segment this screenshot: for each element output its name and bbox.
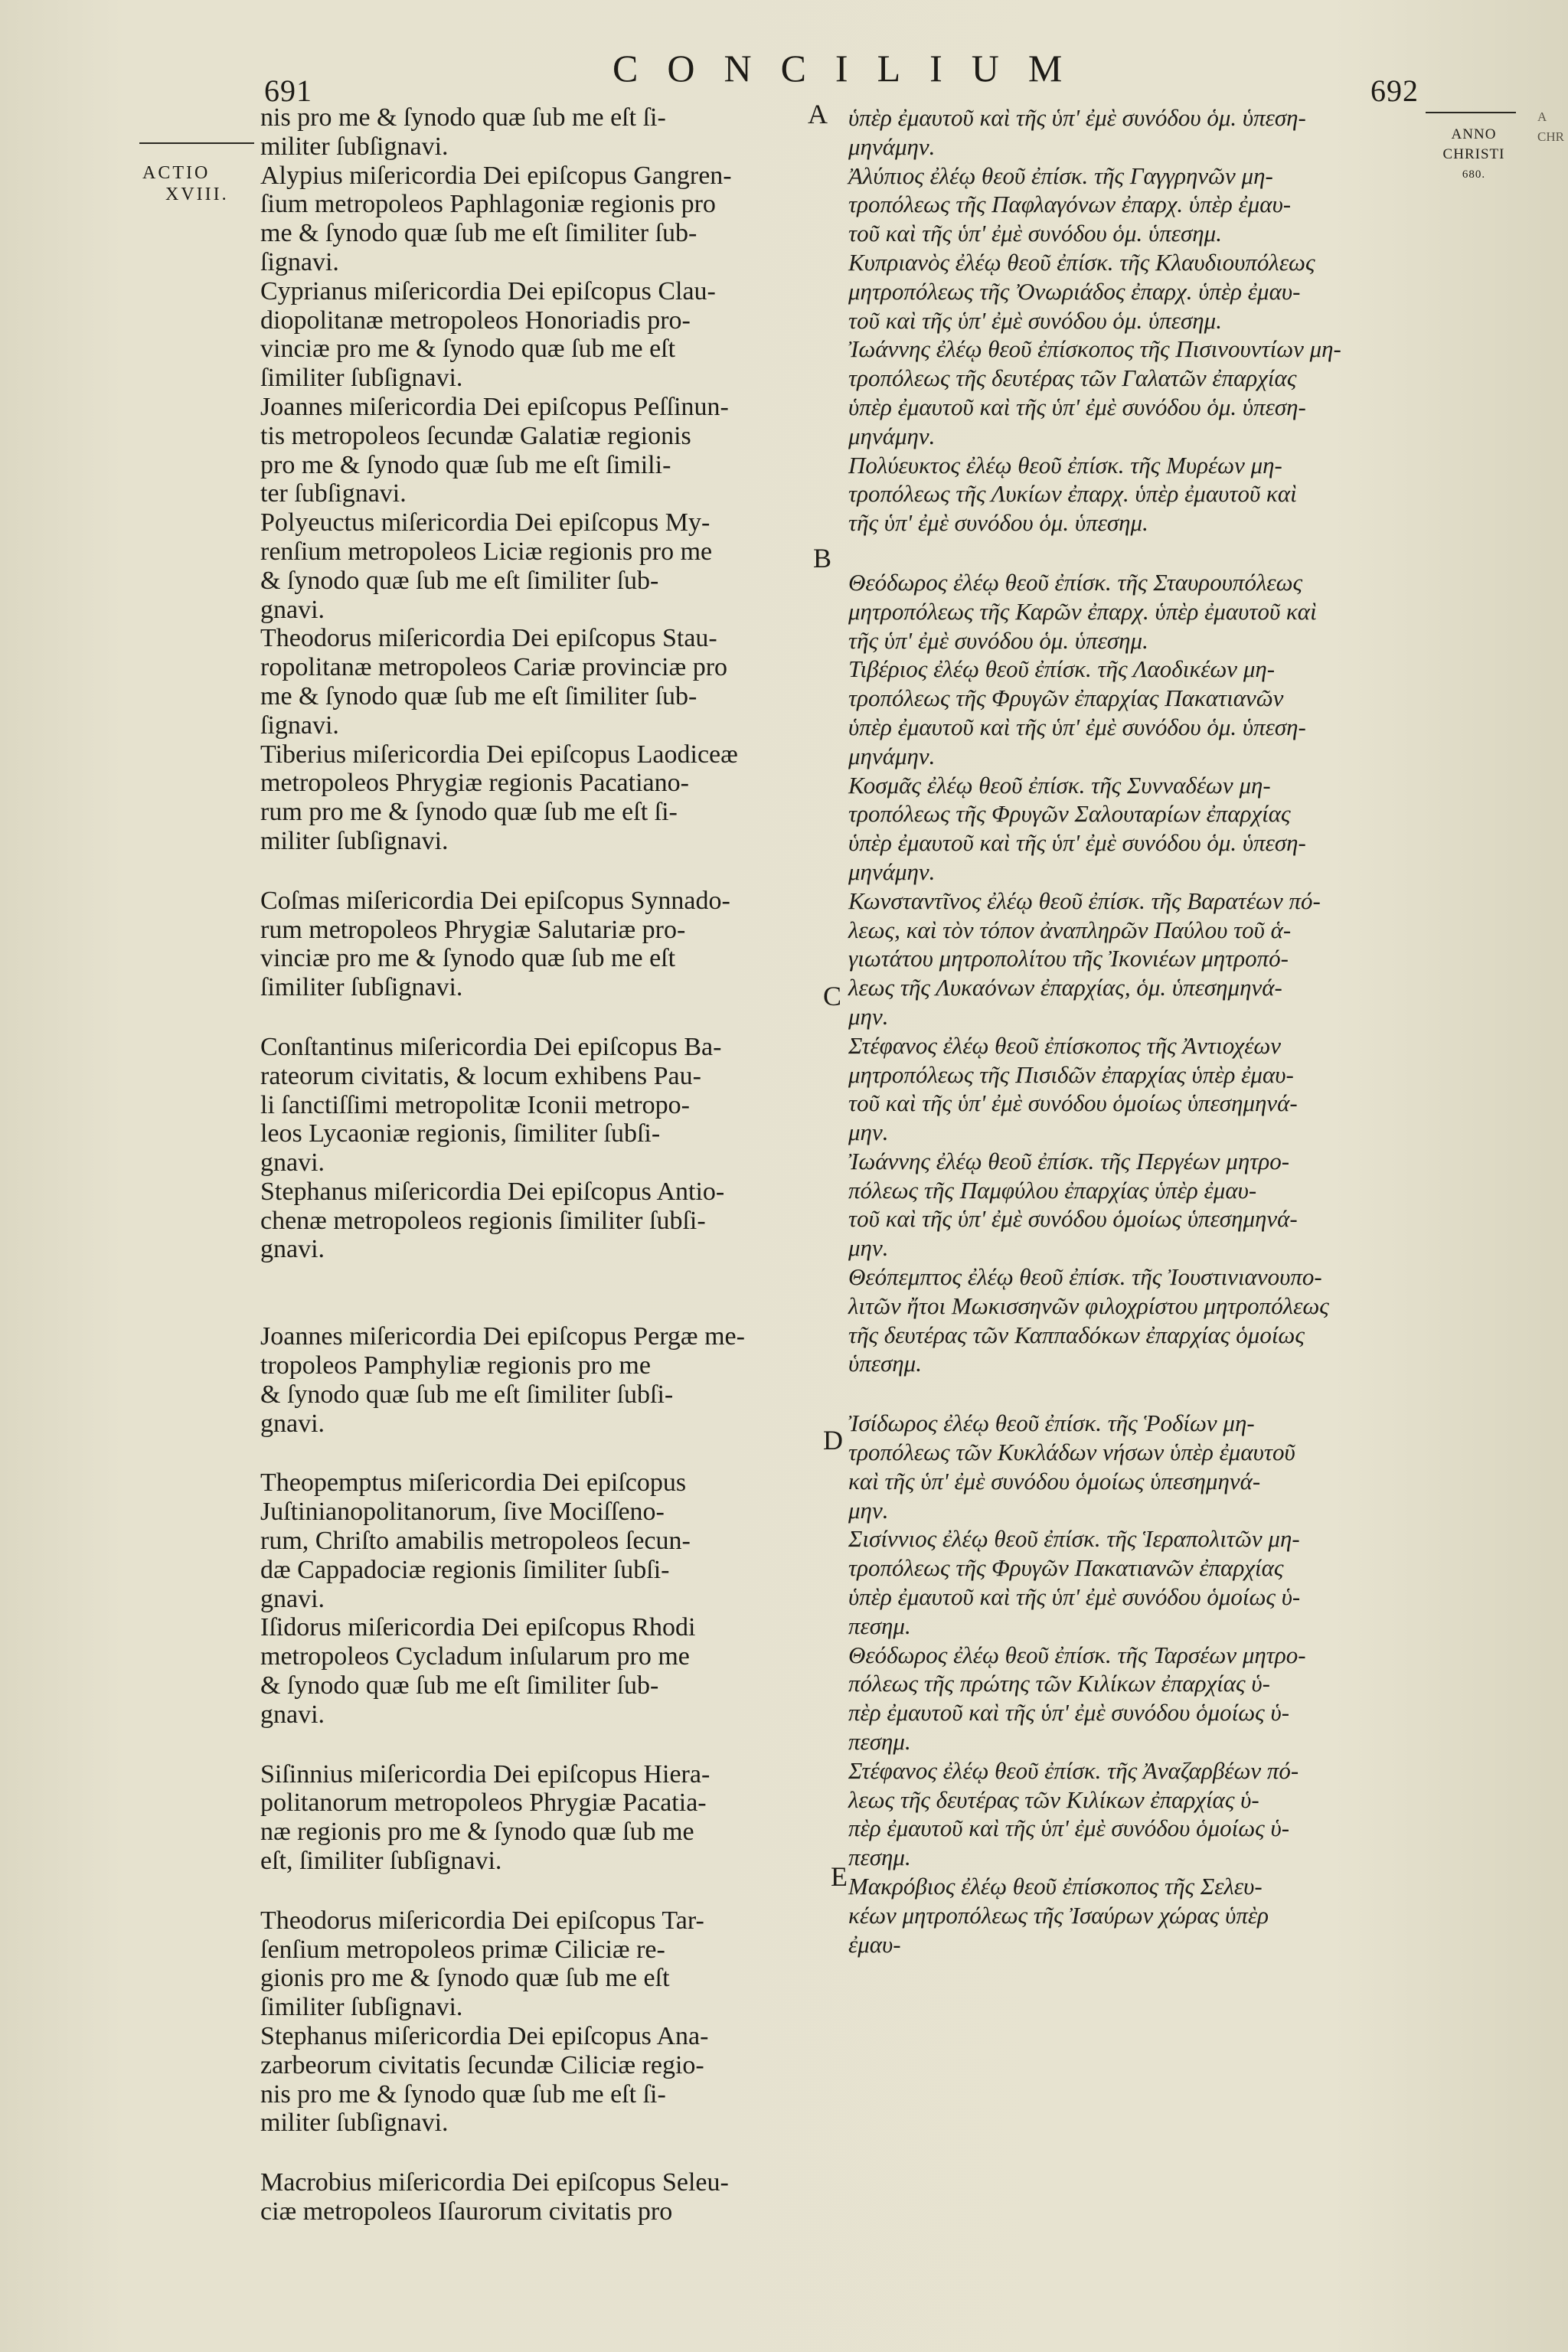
greek-line: Ἰωάννης ἐλέῳ θεοῦ ἐπίσκ. τῆς Περγέων μητρο- — [848, 1147, 1290, 1174]
greek-line: τοῦ καὶ τῆς ὑπ' ἐμὲ συνόδου ὁμοίως ὑπεσημηνά- — [848, 1089, 1298, 1117]
latin-line: Macrobius miſericordia Dei epiſcopus Seleu- — [260, 2168, 729, 2197]
greek-entry — [848, 1263, 1442, 1378]
latin-line: Cyprianus miſericordia Dei epiſcopus Clau- — [260, 276, 716, 305]
greek-line: λεως, καὶ τὸν τόπον ἀναπληρῶν Παύλου τοῦ ἁ- — [848, 916, 1292, 943]
greek-entry — [848, 568, 1442, 655]
latin-entry — [260, 393, 831, 508]
greek-line: τροπόλεως τῆς Λυκίων ἐπαρχ. ὑπὲρ ἐμαυτοῦ καὶ — [848, 480, 1297, 508]
page-number-right: 692 — [1370, 74, 1419, 108]
latin-entry — [260, 624, 831, 740]
greek-line: ὑπὲρ ἐμαυτοῦ καὶ τῆς ὑπ' ἐμὲ συνόδου ὁμοίως ὑ- — [848, 1583, 1301, 1611]
greek-line: μητροπόλεως τῆς Ὀνωριάδος ἐπαρχ. ὑπὲρ ἐμαυ- — [848, 277, 1301, 305]
latin-line: gnavi. — [260, 1235, 325, 1264]
greek-entry — [848, 1147, 1442, 1263]
greek-line: πὲρ ἐμαυτοῦ καὶ τῆς ὑπ' ἐμὲ συνόδου ὁμοίως ὑ- — [848, 1815, 1290, 1842]
actio-marginal-note — [142, 162, 229, 205]
anno-marginal-note — [1432, 125, 1516, 185]
greek-line: τροπόλεως τῆς δευτέρας τῶν Γαλατῶν ἐπαρχίας — [848, 364, 1297, 392]
latin-line: vinciæ pro me & ſynodo quæ ſub me eſt — [260, 335, 676, 364]
latin-line: rum metropoleos Phrygiæ Salutariæ pro- — [260, 915, 686, 944]
greek-line: πεσημ. — [848, 1728, 911, 1756]
greek-line: μην. — [848, 1234, 889, 1262]
greek-line: μηνάμην. — [848, 858, 936, 885]
running-title: CONCILIUM — [612, 47, 1092, 90]
latin-line: ciæ metropoleos Iſaurorum civitatis pro — [260, 2197, 673, 2226]
greek-line: Θεόδωρος ἐλέῳ θεοῦ ἐπίσκ. τῆς Σταυρουπόλεως — [848, 568, 1303, 596]
greek-line: μητροπόλεως τῆς Πισιδῶν ἐπαρχίας ὑπὲρ ἐμαυ- — [848, 1060, 1294, 1088]
greek-line: πεσημ. — [848, 1844, 911, 1871]
greek-line: πόλεως τῆς Παμφύλου ἐπαρχίας ὑπὲρ ἐμαυ- — [848, 1176, 1257, 1204]
greek-entry — [848, 335, 1442, 450]
latin-line: ſium metropoleos Paphlagoniæ regionis pro — [260, 190, 716, 219]
latin-column — [260, 103, 831, 2226]
greek-entry — [848, 655, 1442, 770]
latin-line: gionis pro me & ſynodo quæ ſub me eſt — [260, 1964, 670, 1993]
greek-entry — [848, 887, 1442, 1031]
latin-line: gnavi. — [260, 1409, 325, 1438]
latin-entry — [260, 508, 831, 624]
greek-line: Θεόδωρος ἐλέῳ θεοῦ ἐπίσκ. τῆς Ταρσέων μητρο- — [848, 1641, 1306, 1668]
latin-line: metropoleos Phrygiæ regionis Pacatiano- — [260, 769, 689, 798]
latin-line: me & ſynodo quæ ſub me eſt ſimiliter ſub- — [260, 681, 697, 710]
latin-line: gnavi. — [260, 595, 325, 624]
greek-line: Σισίννιος ἐλέῳ θεοῦ ἐπίσκ. τῆς Ἱεραπολιτῶν μη- — [848, 1525, 1300, 1553]
greek-entry — [848, 103, 1442, 162]
latin-line: diopolitanæ metropoleos Honoriadis pro- — [260, 305, 691, 335]
latin-line: zarbeorum civitatis ſecundæ Ciliciæ regio- — [260, 2050, 704, 2079]
latin-line: Polyeuctus miſericordia Dei epiſcopus My- — [260, 508, 710, 537]
greek-line: πεσημ. — [848, 1612, 911, 1639]
section-mark-e: E — [831, 1861, 848, 1892]
section-mark-b: B — [813, 543, 832, 573]
greek-line: μηνάμην. — [848, 132, 936, 160]
greek-line: μητροπόλεως τῆς Καρῶν ἐπαρχ. ὑπὲρ ἐμαυτοῦ καὶ — [848, 597, 1317, 625]
latin-line: ſimiliter ſubſignavi. — [260, 364, 463, 393]
latin-line: militer ſubſignavi. — [260, 2109, 449, 2138]
greek-line: καὶ τῆς ὑπ' ἐμὲ συνόδου ὁμοίως ὑπεσημηνά- — [848, 1467, 1261, 1494]
latin-entry — [260, 1322, 831, 1438]
greek-line: Πολύευκτος ἐλέῳ θεοῦ ἐπίσκ. τῆς Μυρέων μη- — [848, 451, 1282, 479]
greek-line: τῆς ὑπ' ἐμὲ συνόδου ὁμ. ὑπεσημ. — [848, 509, 1148, 537]
latin-line: politanorum metropoleos Phrygiæ Pacatia- — [260, 1788, 707, 1818]
latin-line: Iſidorus miſericordia Dei epiſcopus Rhodi — [260, 1613, 696, 1642]
latin-line: vinciæ pro me & ſynodo quæ ſub me eſt — [260, 944, 676, 973]
greek-line: ὑπὲρ ἐμαυτοῦ καὶ τῆς ὑπ' ἐμὲ συνόδου ὁμ. ὑπεση- — [848, 104, 1306, 131]
latin-line: ſenſium metropoleos primæ Ciliciæ re- — [260, 1935, 665, 1964]
section-mark-c: C — [823, 981, 842, 1011]
greek-line: Τιβέριος ἐλέῳ θεοῦ ἐπίσκ. τῆς Λαοδικέων μη- — [848, 655, 1276, 683]
latin-line: eſt, ſimiliter ſubſignavi. — [260, 1847, 502, 1876]
adjacent-page-text-2: CHR — [1537, 129, 1564, 144]
latin-line: Theodorus miſericordia Dei epiſcopus Stau- — [260, 624, 717, 653]
latin-line: ter ſubſignavi. — [260, 479, 407, 508]
adjacent-page-edge — [1537, 107, 1564, 147]
greek-entry — [848, 1524, 1442, 1640]
latin-line: dæ Cappadociæ regionis ſimiliter ſubſi- — [260, 1555, 670, 1584]
greek-line: τροπόλεως τῆς Φρυγῶν Πακατιανῶν ἐπαρχίας — [848, 1554, 1284, 1582]
latin-entry — [260, 740, 831, 856]
greek-line: μηνάμην. — [848, 422, 936, 449]
greek-line: πὲρ ἐμαυτοῦ καὶ τῆς ὑπ' ἐμὲ συνόδου ὁμοίως ὑ- — [848, 1699, 1290, 1726]
greek-line: Θεόπεμπτος ἐλέῳ θεοῦ ἐπίσκ. τῆς Ἰουστινιανουπο- — [848, 1263, 1322, 1291]
greek-line: μηνάμην. — [848, 742, 936, 769]
latin-line: & ſynodo quæ ſub me eſt ſimiliter ſub- — [260, 566, 659, 595]
latin-line: ropolitanæ metropoleos Cariæ provinciæ pro — [260, 653, 728, 682]
latin-line: li ſanctiſſimi metropolitæ Iconii metropo- — [260, 1090, 690, 1119]
latin-line: tis metropoleos ſecundæ Galatiæ regionis — [260, 421, 691, 450]
latin-line: ſimiliter ſubſignavi. — [260, 973, 463, 1002]
greek-entry — [848, 771, 1442, 887]
latin-line: Juſtinianopolitanorum, ſive Mociſſeno- — [260, 1498, 665, 1527]
greek-line: μην. — [848, 1119, 889, 1146]
latin-entry — [260, 2022, 831, 2138]
latin-line: tropoleos Pamphyliæ regionis pro me — [260, 1351, 651, 1380]
latin-entry — [260, 887, 831, 1002]
greek-line: λιτῶν ἤτοι Μωκισσηνῶν φιλοχρίστου μητροπόλεως — [848, 1292, 1329, 1319]
greek-line: ὑπὲρ ἐμαυτοῦ καὶ τῆς ὑπ' ἐμὲ συνόδου ὁμ. ὑπεση- — [848, 393, 1306, 420]
greek-line: Στέφανος ἐλέῳ θεοῦ ἐπίσκ. τῆς Ἀναζαρβέων πό- — [848, 1756, 1299, 1784]
greek-line: τοῦ καὶ τῆς ὑπ' ἐμὲ συνόδου ὁμ. ὑπεσημ. — [848, 220, 1222, 247]
latin-line: gnavi. — [260, 1148, 325, 1178]
latin-entry — [260, 2168, 831, 2226]
greek-line: μην. — [848, 1496, 889, 1524]
greek-line: Ἀλύπιος ἐλέῳ θεοῦ ἐπίσκ. τῆς Γαγγρηνῶν μη- — [848, 162, 1273, 189]
latin-entry — [260, 162, 831, 277]
latin-line: gnavi. — [260, 1700, 325, 1729]
greek-line: μην. — [848, 1002, 889, 1030]
greek-line: κέων μητροπόλεως τῆς Ἰσαύρων χώρας ὑπὲρ — [848, 1901, 1269, 1929]
greek-line: τροπόλεως τῆς Φρυγῶν ἐπαρχίας Πακατιανῶν — [848, 684, 1284, 712]
greek-line: Κωνσταντῖνος ἐλέῳ θεοῦ ἐπίσκ. τῆς Βαρατέων πό- — [848, 887, 1321, 914]
latin-line: rateorum civitatis, & locum exhibens Pau- — [260, 1061, 701, 1090]
latin-line: nis pro me & ſynodo quæ ſub me eſt ſi- — [260, 2079, 666, 2109]
greek-line: Στέφανος ἐλέῳ θεοῦ ἐπίσκοπος τῆς Ἀντιοχέων — [848, 1031, 1282, 1059]
greek-line: γιωτάτου μητροπολίτου τῆς Ἰκονιέων μητροπό- — [848, 945, 1289, 972]
greek-line: Κυπριανὸς ἐλέῳ θεοῦ ἐπίσκ. τῆς Κλαυδιουπόλεως — [848, 248, 1315, 276]
greek-line: ὑπεσημ. — [848, 1350, 922, 1377]
greek-line: τροπόλεως τῆς Παφλαγόνων ἐπαρχ. ὑπὲρ ἐμαυ- — [848, 191, 1292, 218]
greek-entry — [848, 1031, 1442, 1147]
greek-line: λεως τῆς δευτέρας τῶν Κιλίκων ἐπαρχίας ὑ- — [848, 1785, 1259, 1813]
latin-line: & ſynodo quæ ſub me eſt ſimiliter ſub- — [260, 1671, 659, 1700]
latin-line: pro me & ſynodo quæ ſub me eſt ſimili- — [260, 450, 671, 479]
greek-line: λεως τῆς Λυκαόνων ἐπαρχίας, ὁμ. ὑπεσημηνά- — [848, 974, 1282, 1001]
greek-entry — [848, 162, 1442, 248]
latin-line: Stephanus miſericordia Dei epiſcopus Antio- — [260, 1177, 725, 1206]
latin-line: næ regionis pro me & ſynodo quæ ſub me — [260, 1818, 694, 1847]
latin-line: Joannes miſericordia Dei epiſcopus Pergæ me- — [260, 1322, 745, 1351]
latin-line: Joannes miſericordia Dei epiſcopus Peſſinun- — [260, 392, 729, 421]
latin-line: me & ſynodo quæ ſub me eſt ſimiliter ſub- — [260, 219, 697, 248]
greek-entry — [848, 451, 1442, 537]
actio-label: ACTIO — [142, 163, 211, 183]
latin-line: nis pro me & ſynodo quæ ſub me eſt ſi- — [260, 103, 666, 132]
greek-line: Ἰσίδωρος ἐλέῳ θεοῦ ἐπίσκ. τῆς Ῥοδίων μη- — [848, 1410, 1255, 1437]
latin-line: militer ſubſignavi. — [260, 132, 449, 161]
latin-line: Theodorus miſericordia Dei epiſcopus Tar- — [260, 1906, 704, 1935]
latin-line: gnavi. — [260, 1584, 325, 1613]
greek-entry — [848, 1409, 1442, 1524]
greek-line: ὑπὲρ ἐμαυτοῦ καὶ τῆς ὑπ' ἐμὲ συνόδου ὁμ. ὑπεση- — [848, 829, 1306, 857]
latin-line: metropoleos Cycladum inſularum pro me — [260, 1642, 690, 1671]
greek-line: τοῦ καὶ τῆς ὑπ' ἐμὲ συνόδου ὁμ. ὑπεσημ. — [848, 306, 1222, 334]
greek-line: ἐμαυ- — [848, 1930, 901, 1958]
latin-line: militer ſubſignavi. — [260, 826, 449, 855]
latin-line: Alypius miſericordia Dei epiſcopus Gangren- — [260, 161, 732, 190]
greek-entry — [848, 1872, 1442, 1958]
section-mark-d: D — [823, 1425, 843, 1455]
anno-label: ANNO — [1451, 126, 1497, 142]
greek-line: Κοσμᾶς ἐλέῳ θεοῦ ἐπίσκ. τῆς Συνναδέων μη- — [848, 771, 1271, 799]
latin-line: ſignavi. — [260, 247, 339, 276]
margin-rule-left — [139, 142, 254, 144]
latin-line: Tiberius miſericordia Dei epiſcopus Laodiceæ — [260, 740, 738, 769]
latin-entry — [260, 1613, 831, 1729]
latin-line: ſignavi. — [260, 710, 339, 740]
greek-entry — [848, 248, 1442, 335]
actio-number: XVIII. — [165, 185, 229, 204]
latin-line: rum, Chriſto amabilis metropoleos ſecun- — [260, 1527, 691, 1556]
latin-line: Coſmas miſericordia Dei epiſcopus Synnado- — [260, 886, 730, 915]
adjacent-page-text-1: A — [1537, 109, 1547, 124]
greek-line: τροπόλεως τῶν Κυκλάδων νήσων ὑπὲρ ἐμαυτοῦ — [848, 1439, 1295, 1466]
latin-line: renſium metropoleos Liciæ regionis pro me — [260, 537, 713, 566]
latin-entry — [260, 277, 831, 393]
greek-line: τοῦ καὶ τῆς ὑπ' ἐμὲ συνόδου ὁμοίως ὑπεσημηνά- — [848, 1205, 1298, 1233]
latin-line: rum pro me & ſynodo quæ ſub me eſt ſi- — [260, 798, 678, 827]
greek-line: τῆς ὑπ' ἐμὲ συνόδου ὁμ. ὑπεσημ. — [848, 626, 1148, 654]
greek-line: ὑπὲρ ἐμαυτοῦ καὶ τῆς ὑπ' ἐμὲ συνόδου ὁμ. ὑπεση- — [848, 713, 1306, 740]
latin-entry — [260, 1468, 831, 1613]
latin-entry — [260, 103, 831, 162]
section-mark-a: A — [808, 99, 828, 129]
latin-line: & ſynodo quæ ſub me eſt ſimiliter ſubſi- — [260, 1380, 674, 1409]
page-number-left: 691 — [264, 74, 312, 108]
latin-line: leos Lycaoniæ regionis, ſimiliter ſubſi- — [260, 1119, 661, 1148]
latin-entry — [260, 1760, 831, 1876]
latin-line: chenæ metropoleos regionis ſimiliter ſubſi- — [260, 1206, 706, 1235]
latin-line: Conſtantinus miſericordia Dei epiſcopus Ba- — [260, 1032, 722, 1061]
latin-line: Stephanus miſericordia Dei epiſcopus Ana- — [260, 2022, 709, 2051]
latin-line: ſimiliter ſubſignavi. — [260, 1993, 463, 2022]
latin-entry — [260, 1033, 831, 1178]
greek-entry — [848, 1641, 1442, 1756]
anno-year: 680. — [1462, 168, 1486, 181]
greek-line: Μακρόβιος ἐλέῳ θεοῦ ἐπίσκοπος τῆς Σελευ- — [848, 1873, 1263, 1900]
greek-line: τῆς δευτέρας τῶν Καππαδόκων ἐπαρχίας ὁμοίως — [848, 1321, 1305, 1348]
latin-line: Siſinnius miſericordia Dei epiſcopus Hiera- — [260, 1759, 710, 1788]
greek-line: Ἰωάννης ἐλέῳ θεοῦ ἐπίσκοπος τῆς Πισινουντίων μη- — [848, 335, 1341, 363]
greek-line: πόλεως τῆς πρώτης τῶν Κιλίκων ἐπαρχίας ὑ- — [848, 1670, 1270, 1697]
greek-column — [848, 103, 1442, 1958]
greek-line: τροπόλεως τῆς Φρυγῶν Σαλουταρίων ἐπαρχίας — [848, 800, 1291, 828]
latin-entry — [260, 1906, 831, 2022]
latin-line: Theopemptus miſericordia Dei epiſcopus — [260, 1468, 687, 1498]
greek-entry — [848, 1756, 1442, 1872]
christi-label: CHRISTI — [1442, 146, 1505, 162]
latin-entry — [260, 1178, 831, 1264]
